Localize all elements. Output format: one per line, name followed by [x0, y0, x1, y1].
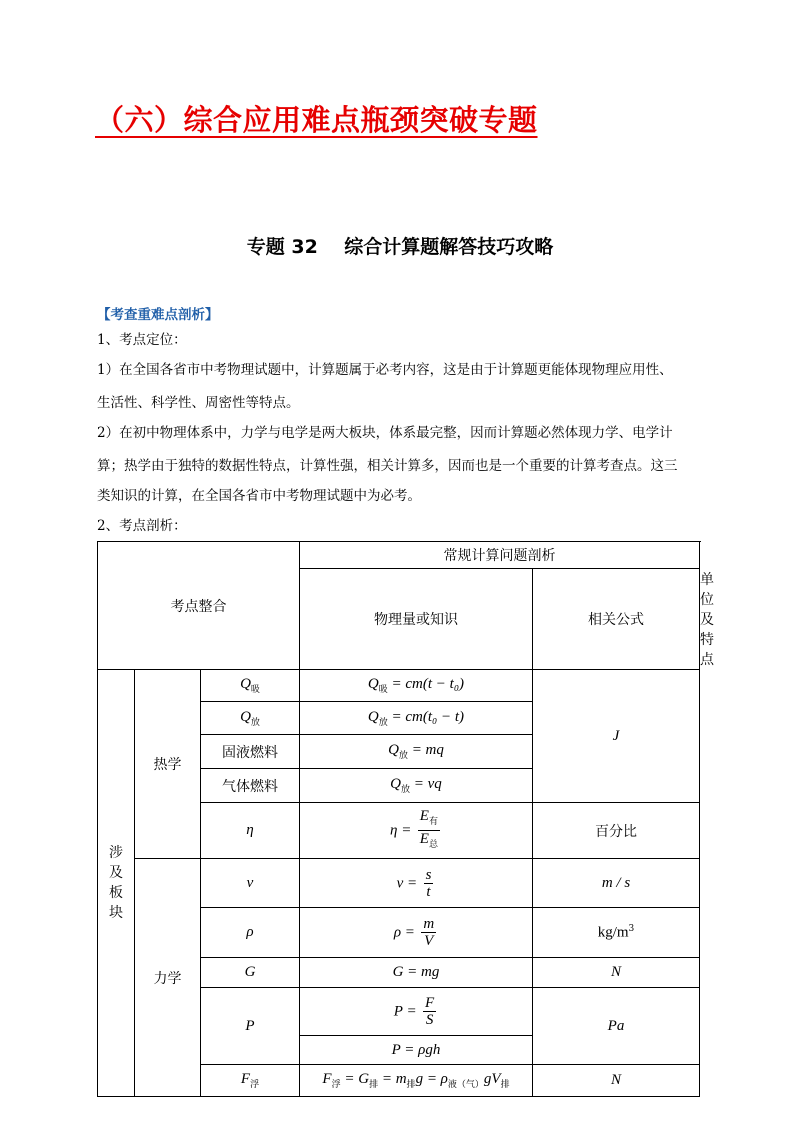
- paragraph-line: 算；热学由于独特的数据性特点，计算性强，相关计算多，因而也是一个重要的计算考查点。这三: [97, 458, 678, 474]
- paragraph-line: 1）在全国各省市中考物理试题中，计算题属于必考内容，这是由于计算题更能体现物理应用性、: [97, 362, 673, 378]
- quantity-gas-fuel: 气体燃料: [201, 769, 300, 803]
- header-formula: 相关公式: [533, 569, 700, 670]
- header-group: 常规计算问题剖析: [300, 542, 700, 569]
- quantity-density: ρ: [201, 908, 300, 958]
- analysis-table: 考点整合 常规计算问题剖析 物理量或知识 相关公式 单位及特点 涉及板块 热学 $Q_吸$ $Q_吸 = cm(t - t_0)$ J $Q_放$ $Q_放 = cm(t_0 - t)$ 固液燃料 $Q_放$ = mq 气体燃料 $Q_放$ = vq η η = $\frac{E_有}{E_总}$ 百分比 力学 v v = $\frac{s}{t}$ m / s ρ ρ = $\frac{m}{V}$ $kg/m^3$ G G = mg N P P = $\frac{F}{S}$ Pa P = ρgh $F_浮$ $F_浮 = G_排 = m_排g = \rho_{液(气)}gV_排$ N: [97, 541, 700, 1097]
- paragraph-line: 2）在初中物理体系中，力学与电学是两大板块，体系最完整，因而计算题必然体现力学、电学计: [97, 425, 673, 441]
- formula-q-release: $Q_放 = cm(t_0 - t)$: [300, 702, 533, 735]
- unit-percentage: 百分比: [533, 803, 700, 859]
- quantity-q-absorb: $Q_吸$: [201, 670, 300, 702]
- header-quantity: 物理量或知识: [300, 569, 533, 670]
- unit-velocity: m / s: [533, 859, 700, 908]
- unit-density: $kg/m^3$: [533, 908, 700, 958]
- main-title: （六）综合应用难点瓶颈突破专题: [95, 103, 538, 137]
- unit-gravity: N: [533, 958, 700, 988]
- formula-density: ρ = $\frac{m}{V}$: [300, 908, 533, 958]
- formula-pressure-liquid: P = ρgh: [300, 1036, 533, 1065]
- unit-pressure: Pa: [533, 988, 700, 1065]
- unit-buoyancy: N: [533, 1065, 700, 1097]
- header-integration: 考点整合: [98, 542, 300, 670]
- quantity-q-release: $Q_放$: [201, 702, 300, 735]
- quantity-efficiency: η: [201, 803, 300, 859]
- formula-q-absorb: $Q_吸 = cm(t - t_0)$: [300, 670, 533, 702]
- formula-velocity: v = $\frac{s}{t}$: [300, 859, 533, 908]
- topic-title: 专题 32 综合计算题解答技巧攻略: [246, 236, 554, 258]
- quantity-buoyancy: $F_浮$: [201, 1065, 300, 1097]
- formula-gravity: G = mg: [300, 958, 533, 988]
- row-group-label: 涉及板块: [98, 670, 135, 1097]
- quantity-pressure: P: [201, 988, 300, 1065]
- formula-pressure-force: P = $\frac{F}{S}$: [300, 988, 533, 1036]
- paragraph-exam-positioning: 1、考点定位：: [97, 332, 187, 348]
- paragraph-line: 生活性、科学性、周密性等特点。: [97, 395, 300, 411]
- unit-joule: J: [533, 670, 700, 803]
- thermal-label: 热学: [135, 670, 201, 859]
- quantity-gravity: G: [201, 958, 300, 988]
- quantity-velocity: v: [201, 859, 300, 908]
- paragraph-exam-analysis: 2、考点剖析：: [97, 518, 187, 534]
- paragraph-line: 类知识的计算，在全国各省市中考物理试题中为必考。: [97, 488, 421, 504]
- section-heading: 【考查重难点剖析】: [97, 307, 219, 323]
- mechanics-label: 力学: [135, 859, 201, 1097]
- quantity-solid-liquid-fuel: 固液燃料: [201, 735, 300, 769]
- formula-gas-fuel: $Q_放$ = vq: [300, 769, 533, 803]
- formula-buoyancy: $F_浮 = G_排 = m_排g = \rho_{液(气)}gV_排$: [300, 1065, 533, 1097]
- formula-efficiency: η = $\frac{E_有}{E_总}$: [300, 803, 533, 859]
- formula-solid-liquid-fuel: $Q_放$ = mq: [300, 735, 533, 769]
